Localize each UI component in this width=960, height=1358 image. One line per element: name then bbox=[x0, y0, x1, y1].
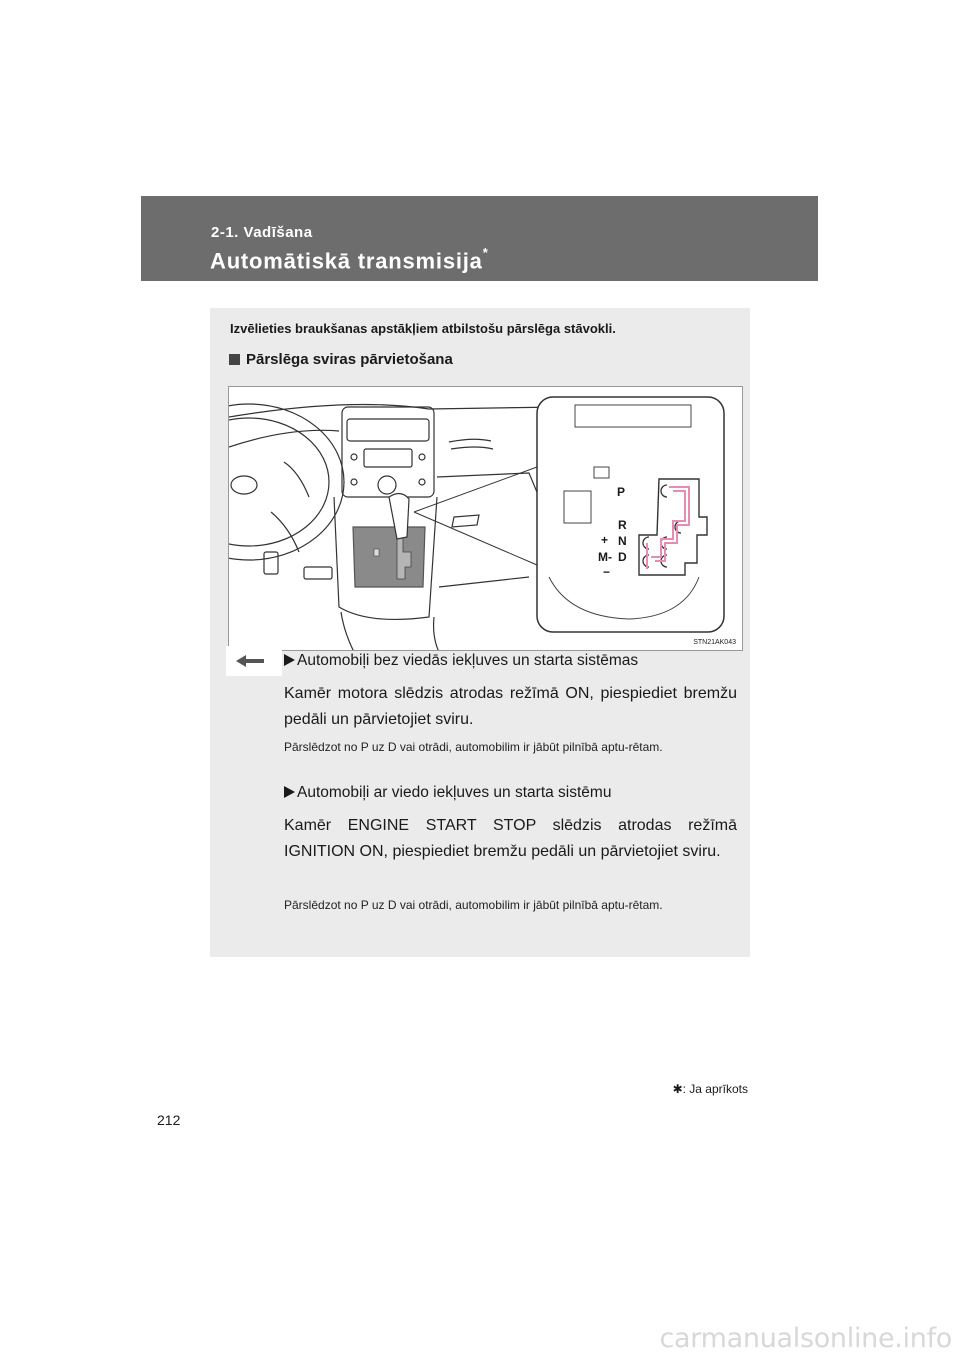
variant-heading-1: Automobiļi bez viedās iekļuves un starta sistēmas bbox=[284, 652, 737, 670]
subheading: Pārslēga sviras pārvietošana bbox=[229, 351, 453, 368]
variant-heading-2: Automobiļi ar viedo iekļuves un starta sistēmu bbox=[284, 784, 737, 802]
chapter-header bbox=[141, 196, 818, 281]
page-number: 212 bbox=[157, 1112, 181, 1128]
content-box bbox=[210, 308, 750, 957]
page-title: Automātiskā transmisija* bbox=[210, 245, 489, 274]
left-arrow-icon bbox=[226, 646, 282, 676]
gear-label-d: D bbox=[618, 550, 627, 564]
manual-m-label: M- bbox=[598, 550, 612, 564]
cockpit-illustration bbox=[229, 387, 743, 651]
instruction-text-1: Kamēr motora slēdzis atrodas režīmā ON, piespiediet bremžu pedāli un pārvietojiet sviru. bbox=[284, 685, 737, 728]
gear-label-n: N bbox=[618, 534, 627, 548]
manual-plus-label: + bbox=[601, 533, 609, 547]
instruction-text-2: Kamēr ENGINE START STOP slēdzis atrodas režīmā IGNITION ON, piespiediet bremžu pedāli un pārvietojiet sviru. bbox=[284, 817, 737, 860]
manual-minus-label: − bbox=[603, 565, 611, 579]
note-text-1: Pārslēdzot no P uz D vai otrādi, automobilim ir jābūt pilnībā aptu-rētam. bbox=[284, 740, 663, 754]
footnote: ✱: Ja aprīkots bbox=[672, 1082, 748, 1096]
figure-code: STN21AK043 bbox=[693, 639, 736, 646]
intro-text: Izvēlieties braukšanas apstākļiem atbilstošu pārslēga stāvokli. bbox=[230, 321, 616, 336]
triangle-bullet-icon bbox=[284, 786, 295, 798]
square-bullet-icon bbox=[229, 354, 240, 365]
footnote-mark: ✱ bbox=[672, 1082, 683, 1096]
triangle-bullet-icon bbox=[284, 654, 295, 666]
watermark: carmanualsonline.info bbox=[659, 1323, 952, 1354]
section-label: 2-1. Vadīšana bbox=[211, 224, 313, 241]
note-text-2: Pārslēdzot no P uz D vai otrādi, automobilim ir jābūt pilnībā aptu-rētam. bbox=[284, 898, 663, 912]
gear-label-p: P bbox=[617, 485, 626, 499]
gear-label-r: R bbox=[618, 518, 627, 532]
shift-lever-figure bbox=[228, 386, 743, 651]
back-arrow-button[interactable] bbox=[226, 646, 282, 676]
title-footnote-mark: * bbox=[482, 245, 489, 260]
